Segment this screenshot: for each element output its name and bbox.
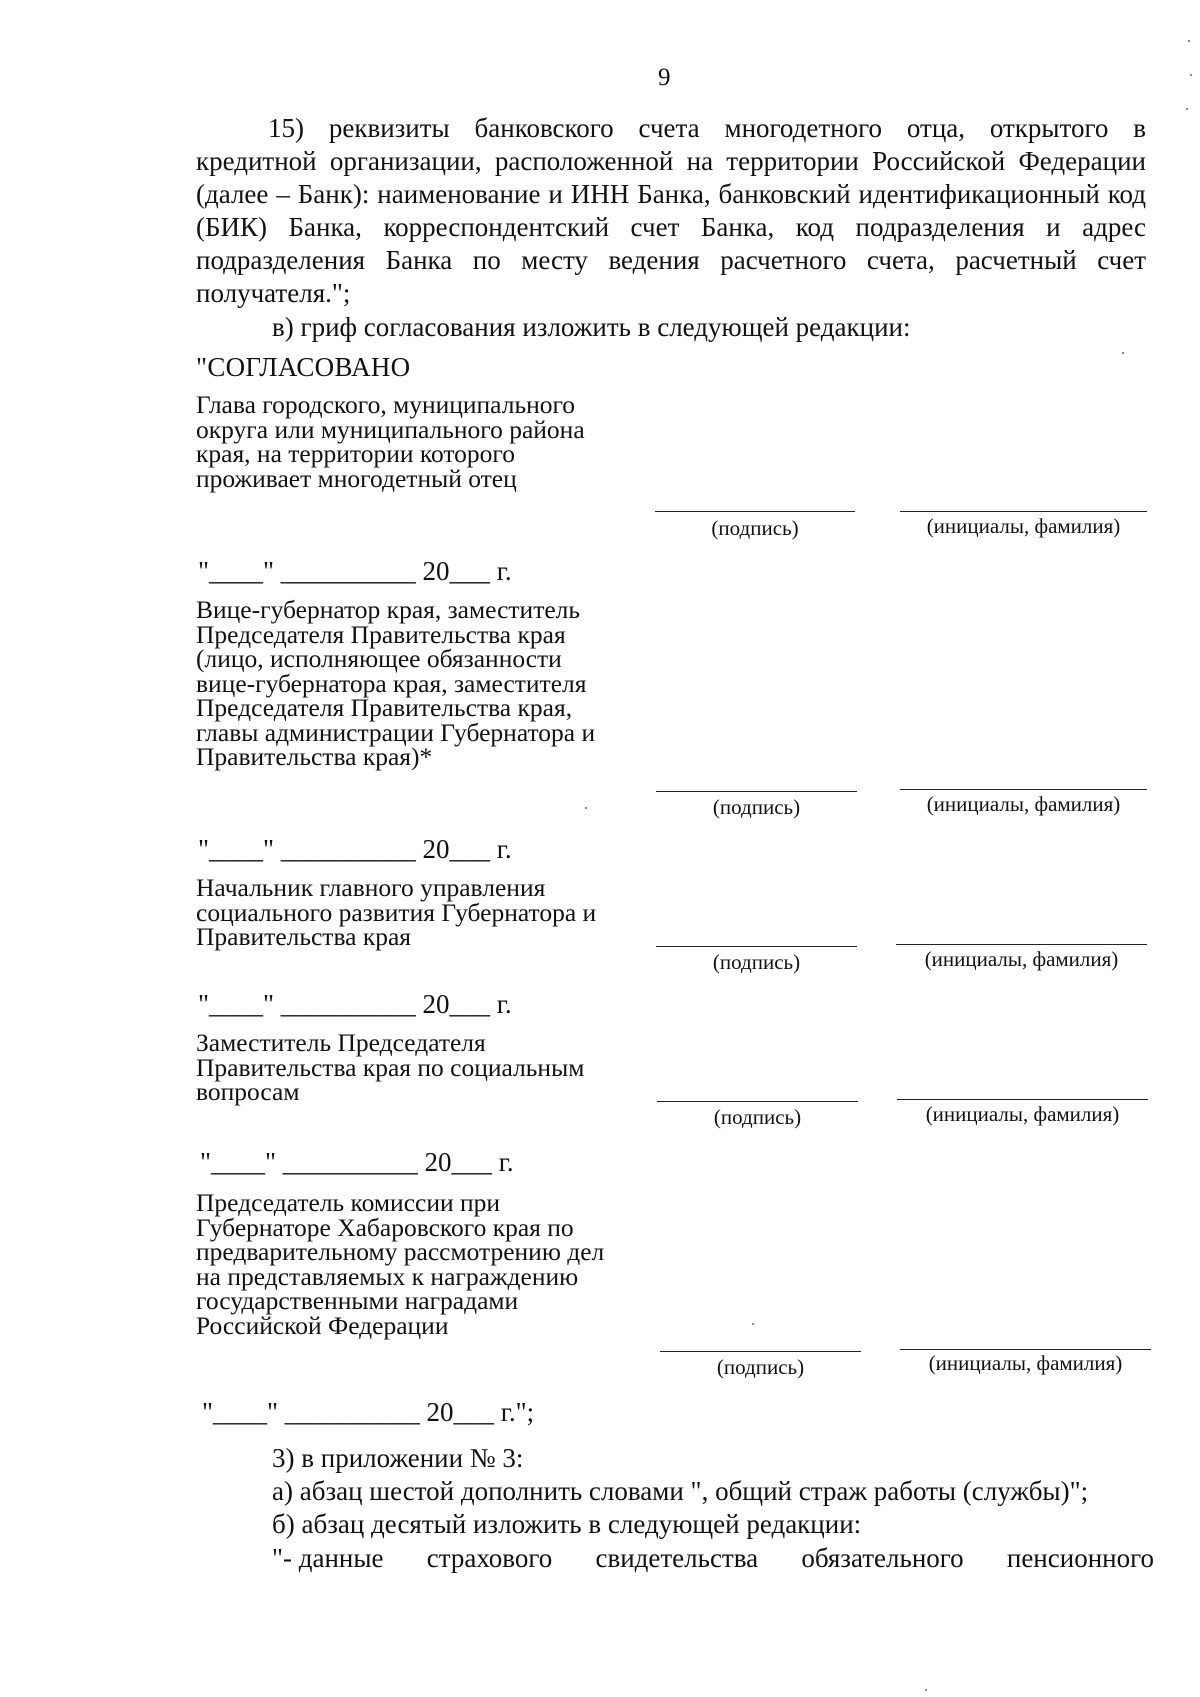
approver-1-signature-line (655, 511, 855, 512)
scan-speck (1190, 74, 1192, 76)
approval-heading: "СОГЛАСОВАНО (196, 352, 411, 382)
scan-speck (752, 1323, 754, 1325)
approver-1-date-line: "____" __________ 20___ г. (198, 556, 512, 586)
approver-1-initials-caption: (инициалы, фамилия) (926, 514, 1121, 538)
item-3b-paragraph: б) абзац десятый изложить в следующей редакции: (272, 1509, 862, 1539)
approver-1-initials-line (900, 511, 1147, 512)
approver-3-initials-caption: (инициалы, фамилия) (924, 947, 1119, 971)
last-line-word: свидетельства (595, 1543, 759, 1573)
approver-4-date-line: "____" __________ 20___ г. (200, 1147, 514, 1177)
last-line-word: страхового (426, 1543, 553, 1573)
approver-2-initials-caption: (инициалы, фамилия) (926, 792, 1121, 816)
scan-speck (925, 1689, 927, 1691)
approver-2-initials-line (900, 789, 1147, 790)
last-line-word: обязательного (801, 1543, 964, 1573)
scan-speck (1122, 352, 1124, 354)
scan-speck (1188, 40, 1190, 42)
approver-5-initials-caption: (инициалы, фамилия) (928, 1351, 1123, 1375)
last-line-word: "- данные (272, 1543, 384, 1573)
approver-4-initials-line (897, 1099, 1148, 1100)
approver-3-date-line: "____" __________ 20___ г. (198, 989, 512, 1019)
approver-5-signature-line (660, 1351, 861, 1352)
approver-4-initials-caption: (инициалы, фамилия) (925, 1102, 1120, 1126)
approver-3-signature-caption: (подпись) (712, 950, 801, 974)
approver-2-title: Вице-губернатор края, заместитель Председателя Правительства края (лицо, исполняющее обязанности вице-губернатора края, заместителя Председателя Правительства края, главы администрации Губернатора и Правительства края)* (196, 595, 596, 771)
last-line-word: пенсионного (1006, 1543, 1154, 1573)
approver-4-signature-caption: (подпись) (713, 1105, 802, 1129)
approver-3-signature-line (656, 946, 857, 947)
approver-5-initials-line (900, 1349, 1151, 1350)
item-3-paragraph: 3) в приложении № 3: (272, 1443, 524, 1473)
scan-speck (585, 807, 587, 809)
approver-3-title: Начальник главного управления социального развития Губернатора и Правительства края (196, 873, 597, 951)
item-15-paragraph: 15) реквизиты банковского счета многодетного отца, открытого в кредитной организации, расположенной на территории Российской Федерации (далее – Банк): наименование и ИНН Банка, банковский идентификационный код (БИК) Банка, корреспондентский счет Банка, код подразделения и адрес подразделения Банка по месту ведения расчетного счета, расчетный счет получателя."; (196, 113, 1146, 308)
page-number: 9 (658, 64, 671, 91)
item-v-paragraph: в) гриф согласования изложить в следующей редакции: (272, 312, 911, 342)
approver-2-date-line: "____" __________ 20___ г. (198, 834, 512, 864)
approver-1-title: Глава городского, муниципального округа или муниципального района края, на территории которого проживает многодетный отец (196, 390, 585, 493)
approver-5-title: Председатель комиссии при Губернаторе Хабаровского края по предварительному рассмотрению дел на представляемых к награждению государственными наградами Российской Федерации (196, 1188, 605, 1340)
item-3a-paragraph: а) абзац шестой дополнить словами ", общий страж работы (службы)"; (272, 1476, 1089, 1506)
approver-4-signature-line (657, 1101, 858, 1102)
approver-3-initials-line (896, 944, 1147, 945)
scan-speck (1186, 108, 1188, 110)
approver-2-signature-caption: (подпись) (712, 795, 801, 819)
approver-4-title: Заместитель Председателя Правительства края по социальным вопросам (196, 1028, 585, 1106)
approver-5-date-line: "____" __________ 20___ г."; (202, 1397, 535, 1427)
approver-5-signature-caption: (подпись) (716, 1355, 805, 1379)
approver-1-signature-caption: (подпись) (711, 516, 799, 540)
approver-2-signature-line (656, 791, 857, 792)
last-line (272, 1543, 1154, 1574)
